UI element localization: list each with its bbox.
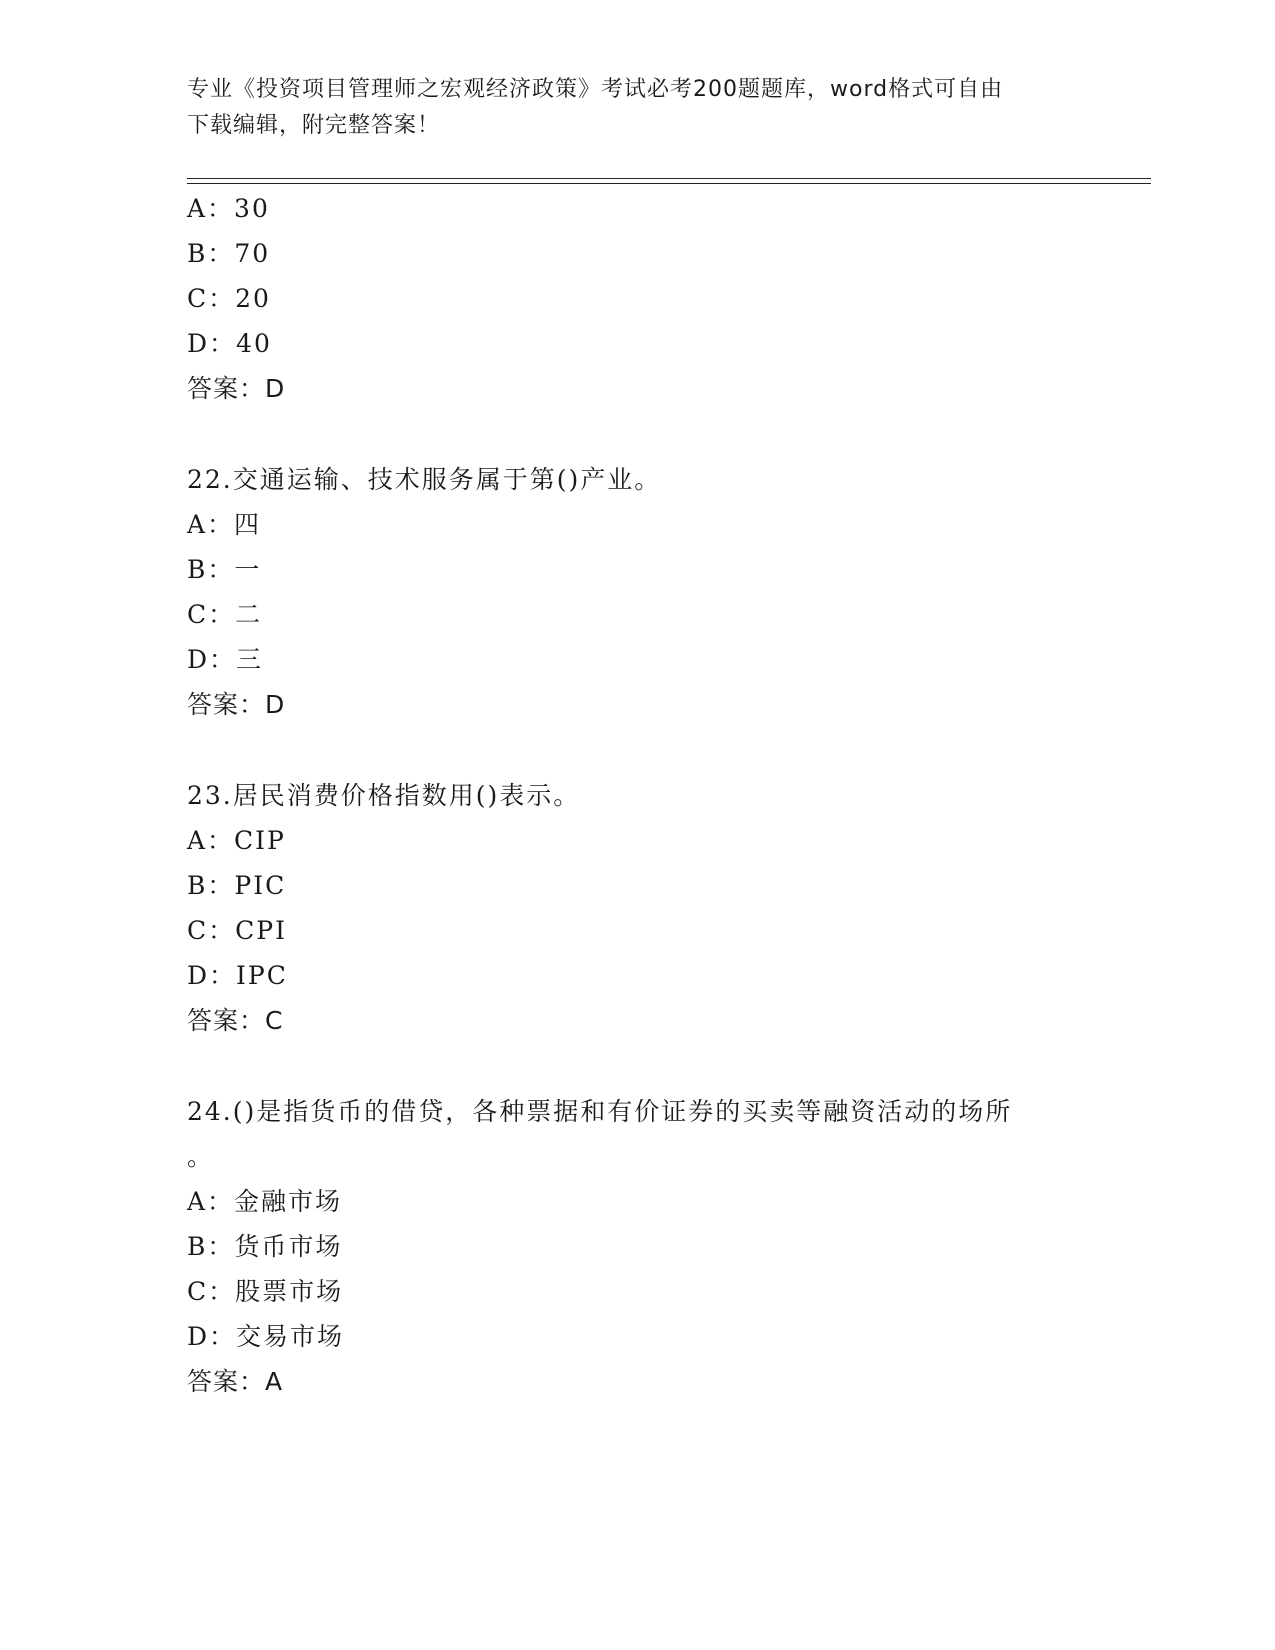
header-line-1: 专业《投资项目管理师之宏观经济政策》考试必考200题题库，word格式可自由 <box>187 77 1004 102</box>
q24-question-line-2: 。 <box>187 1142 215 1171</box>
q24-option-d: D：交易市场 <box>187 1322 345 1351</box>
q24-option-a: A：金融市场 <box>187 1187 343 1216</box>
q21-option-c: C：20 <box>187 284 271 313</box>
q23-option-b: B：PIC <box>187 871 287 900</box>
q22-answer: 答案：D <box>187 690 286 719</box>
q24-option-b: B：货币市场 <box>187 1232 343 1261</box>
q24-option-c: C：股票市场 <box>187 1277 344 1306</box>
q24-answer: 答案：A <box>187 1367 284 1396</box>
q21-option-b: B：70 <box>187 239 271 268</box>
q22-question: 22.交通运输、技术服务属于第()产业。 <box>187 465 662 494</box>
header-divider-bottom <box>187 183 1151 184</box>
q24-question-line-1: 24.()是指货币的借贷，各种票据和有价证券的买卖等融资活动的场所 <box>187 1097 1013 1126</box>
q21-answer: 答案：D <box>187 374 286 403</box>
header-divider-top <box>187 178 1151 179</box>
q21-option-a: A：30 <box>187 194 270 223</box>
q23-option-d: D：IPC <box>187 961 288 990</box>
q21-option-d: D：40 <box>187 329 272 358</box>
q22-option-d: D：三 <box>187 645 264 674</box>
document-header <box>187 72 1087 144</box>
q23-question: 23.居民消费价格指数用()表示。 <box>187 781 581 810</box>
q23-option-c: C：CPI <box>187 916 287 945</box>
q22-option-b: B：一 <box>187 555 262 584</box>
q22-option-c: C：二 <box>187 600 263 629</box>
q23-answer: 答案：C <box>187 1006 284 1035</box>
q22-option-a: A：四 <box>187 510 262 539</box>
q23-option-a: A：CIP <box>187 826 286 855</box>
header-line-2: 下载编辑，附完整答案！ <box>187 113 441 138</box>
